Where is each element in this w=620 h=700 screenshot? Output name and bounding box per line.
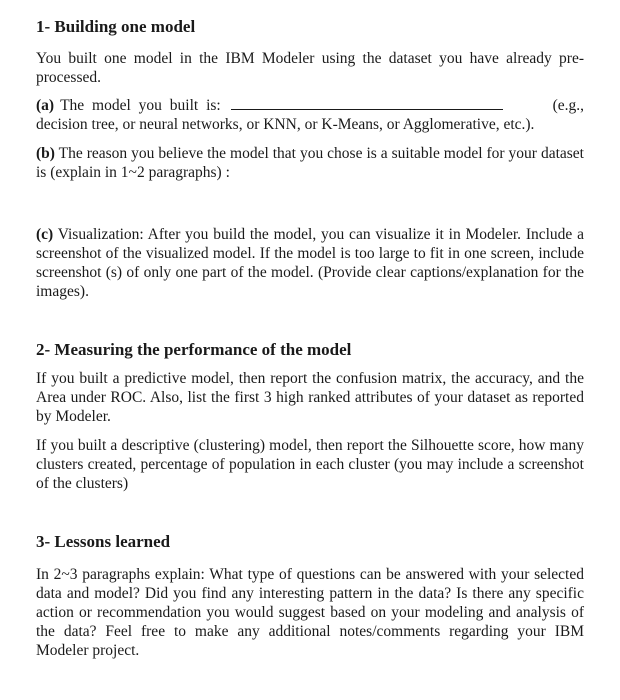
model-answer-blank[interactable]	[231, 96, 503, 110]
section1-intro: You built one model in the IBM Modeler using the dataset you have already pre-processed.	[36, 50, 584, 86]
question-c-text: Visualization: After you build the model, you can visualize it in Modeler. Include a screenshot of the visualized model. If the model is too large to fit in one screen, include screenshot (s) of only one part of the model. (Provide clear captions/explanation for the images).	[36, 226, 584, 300]
section3-heading: 3- Lessons learned	[36, 532, 171, 551]
question-a-text: The model you built is:	[60, 97, 221, 114]
section2-descriptive-paragraph: If you built a descriptive (clustering) model, then report the Silhouette score, how many clusters created, percentage of population in each cluster (you may include a screenshot of the clusters)	[36, 437, 584, 492]
question-a	[36, 96, 584, 134]
section2-heading: 2- Measuring the performance of the model	[36, 340, 352, 359]
document-page	[36, 12, 584, 660]
question-a-label: (a)	[36, 97, 55, 114]
question-a-eg: (e.g.,	[552, 97, 584, 114]
question-c-label: (c)	[36, 226, 54, 243]
section3-paragraph: In 2~3 paragraphs explain: What type of questions can be answered with your selected data and model? Did you find any interesting pattern in the data? Is there any specific action or recommendation you would suggest based on your modeling and analysis of the data? Feel free to make any additional notes/comments regarding your IBM Modeler project.	[36, 566, 584, 659]
section1-heading: 1- Building one model	[36, 17, 196, 36]
question-b-label: (b)	[36, 145, 55, 162]
section2-predictive-paragraph: If you built a predictive model, then report the confusion matrix, the accuracy, and the Area under ROC. Also, list the first 3 high ranked attributes of your dataset as reported by Modeler.	[36, 370, 584, 425]
question-b	[36, 144, 584, 182]
question-b-text: The reason you believe the model that you chose is a suitable model for your dataset is (explain in 1~2 paragraphs) :	[36, 145, 584, 181]
question-a-continuation: decision tree, or neural networks, or KNN, or K-Means, or Agglomerative, etc.).	[36, 116, 535, 133]
question-c	[36, 225, 584, 301]
